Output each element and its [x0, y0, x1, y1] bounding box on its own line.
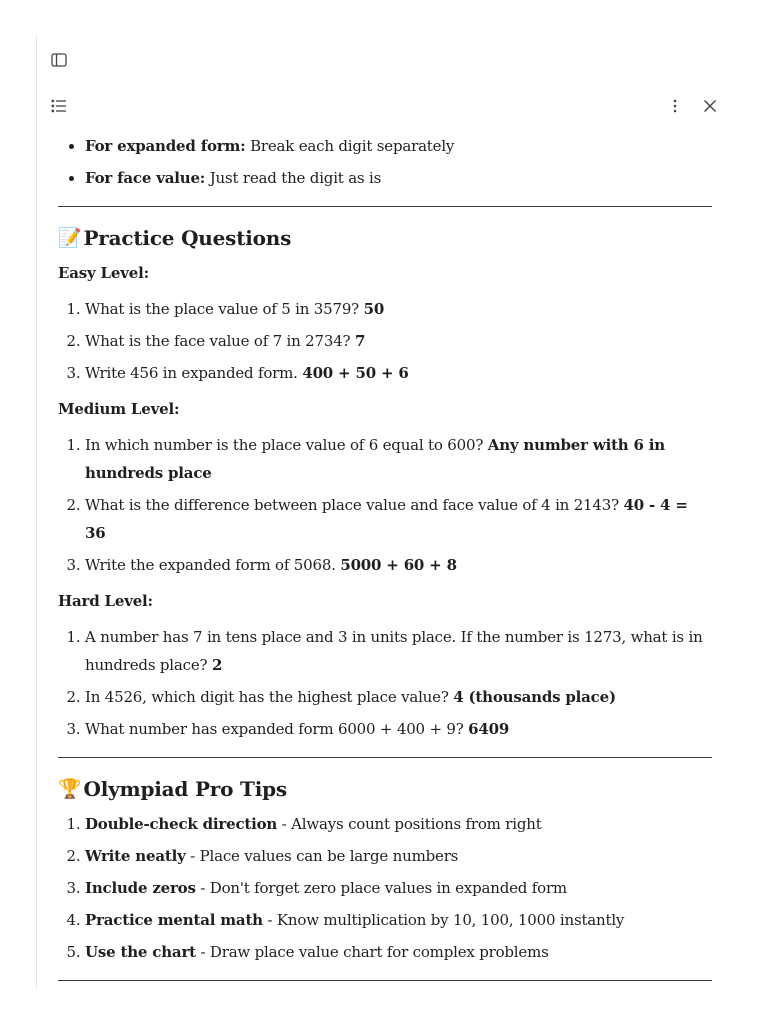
level-label-medium: Medium Level: [58, 400, 180, 418]
easy-question-list [58, 295, 712, 387]
list-item: • For face value: Just read the digit as is [85, 164, 712, 192]
list-item: 2. What is the face value of 7 in 2734? 7 [85, 327, 712, 355]
list-item: 1. Double-check direction - Always count positions from right [85, 810, 712, 838]
divider [58, 206, 712, 207]
close-icon[interactable] [699, 95, 721, 117]
tips-list [58, 810, 712, 966]
list-item: 1. In which number is the place value of 6 equal to 600? Any number with 6 in hundreds place [85, 431, 712, 487]
list-item: • For expanded form: Break each digit separately [85, 132, 712, 160]
level-label-hard: Hard Level: [58, 592, 153, 610]
list-item: 2. Write neatly - Place values can be large numbers [85, 842, 712, 870]
list-item: 1. A number has 7 in tens place and 3 in units place. If the number is 1273, what is in hundreds place? 2 [85, 623, 712, 679]
sidebar-panel-icon[interactable] [48, 49, 70, 71]
practice-heading: 📝 Practice Questions [58, 221, 712, 255]
trophy-icon: 🏆 [58, 778, 82, 800]
medium-question-list [58, 431, 712, 579]
memo-icon: 📝 [58, 227, 82, 249]
divider [58, 757, 712, 758]
list-item: 3. Write 456 in expanded form. 400 + 50 + 6 [85, 359, 712, 387]
intro-bullet-list [58, 132, 712, 192]
list-item: 3. Include zeros - Don't forget zero place values in expanded form [85, 874, 712, 902]
list-item: 2. What is the difference between place value and face value of 4 in 2143? 40 - 4 = 36 [85, 491, 712, 547]
list-item: 1. What is the place value of 5 in 3579? 50 [85, 295, 712, 323]
list-item: 3. What number has expanded form 6000 + 400 + 9? 6409 [85, 715, 712, 743]
hard-question-list [58, 623, 712, 743]
list-item: 2. In 4526, which digit has the highest place value? 4 (thousands place) [85, 683, 712, 711]
document-content [58, 132, 712, 995]
more-vertical-icon[interactable] [664, 95, 686, 117]
list-item: 4. Practice mental math - Know multiplication by 10, 100, 1000 instantly [85, 906, 712, 934]
divider [58, 980, 712, 981]
list-item: 3. Write the expanded form of 5068. 5000 + 60 + 8 [85, 551, 712, 579]
panel-left-border [36, 36, 37, 988]
list-outline-icon[interactable] [48, 95, 70, 117]
tips-heading: 🏆 Olympiad Pro Tips [58, 772, 712, 806]
list-item: 5. Use the chart - Draw place value chart for complex problems [85, 938, 712, 966]
level-label-easy: Easy Level: [58, 264, 149, 282]
